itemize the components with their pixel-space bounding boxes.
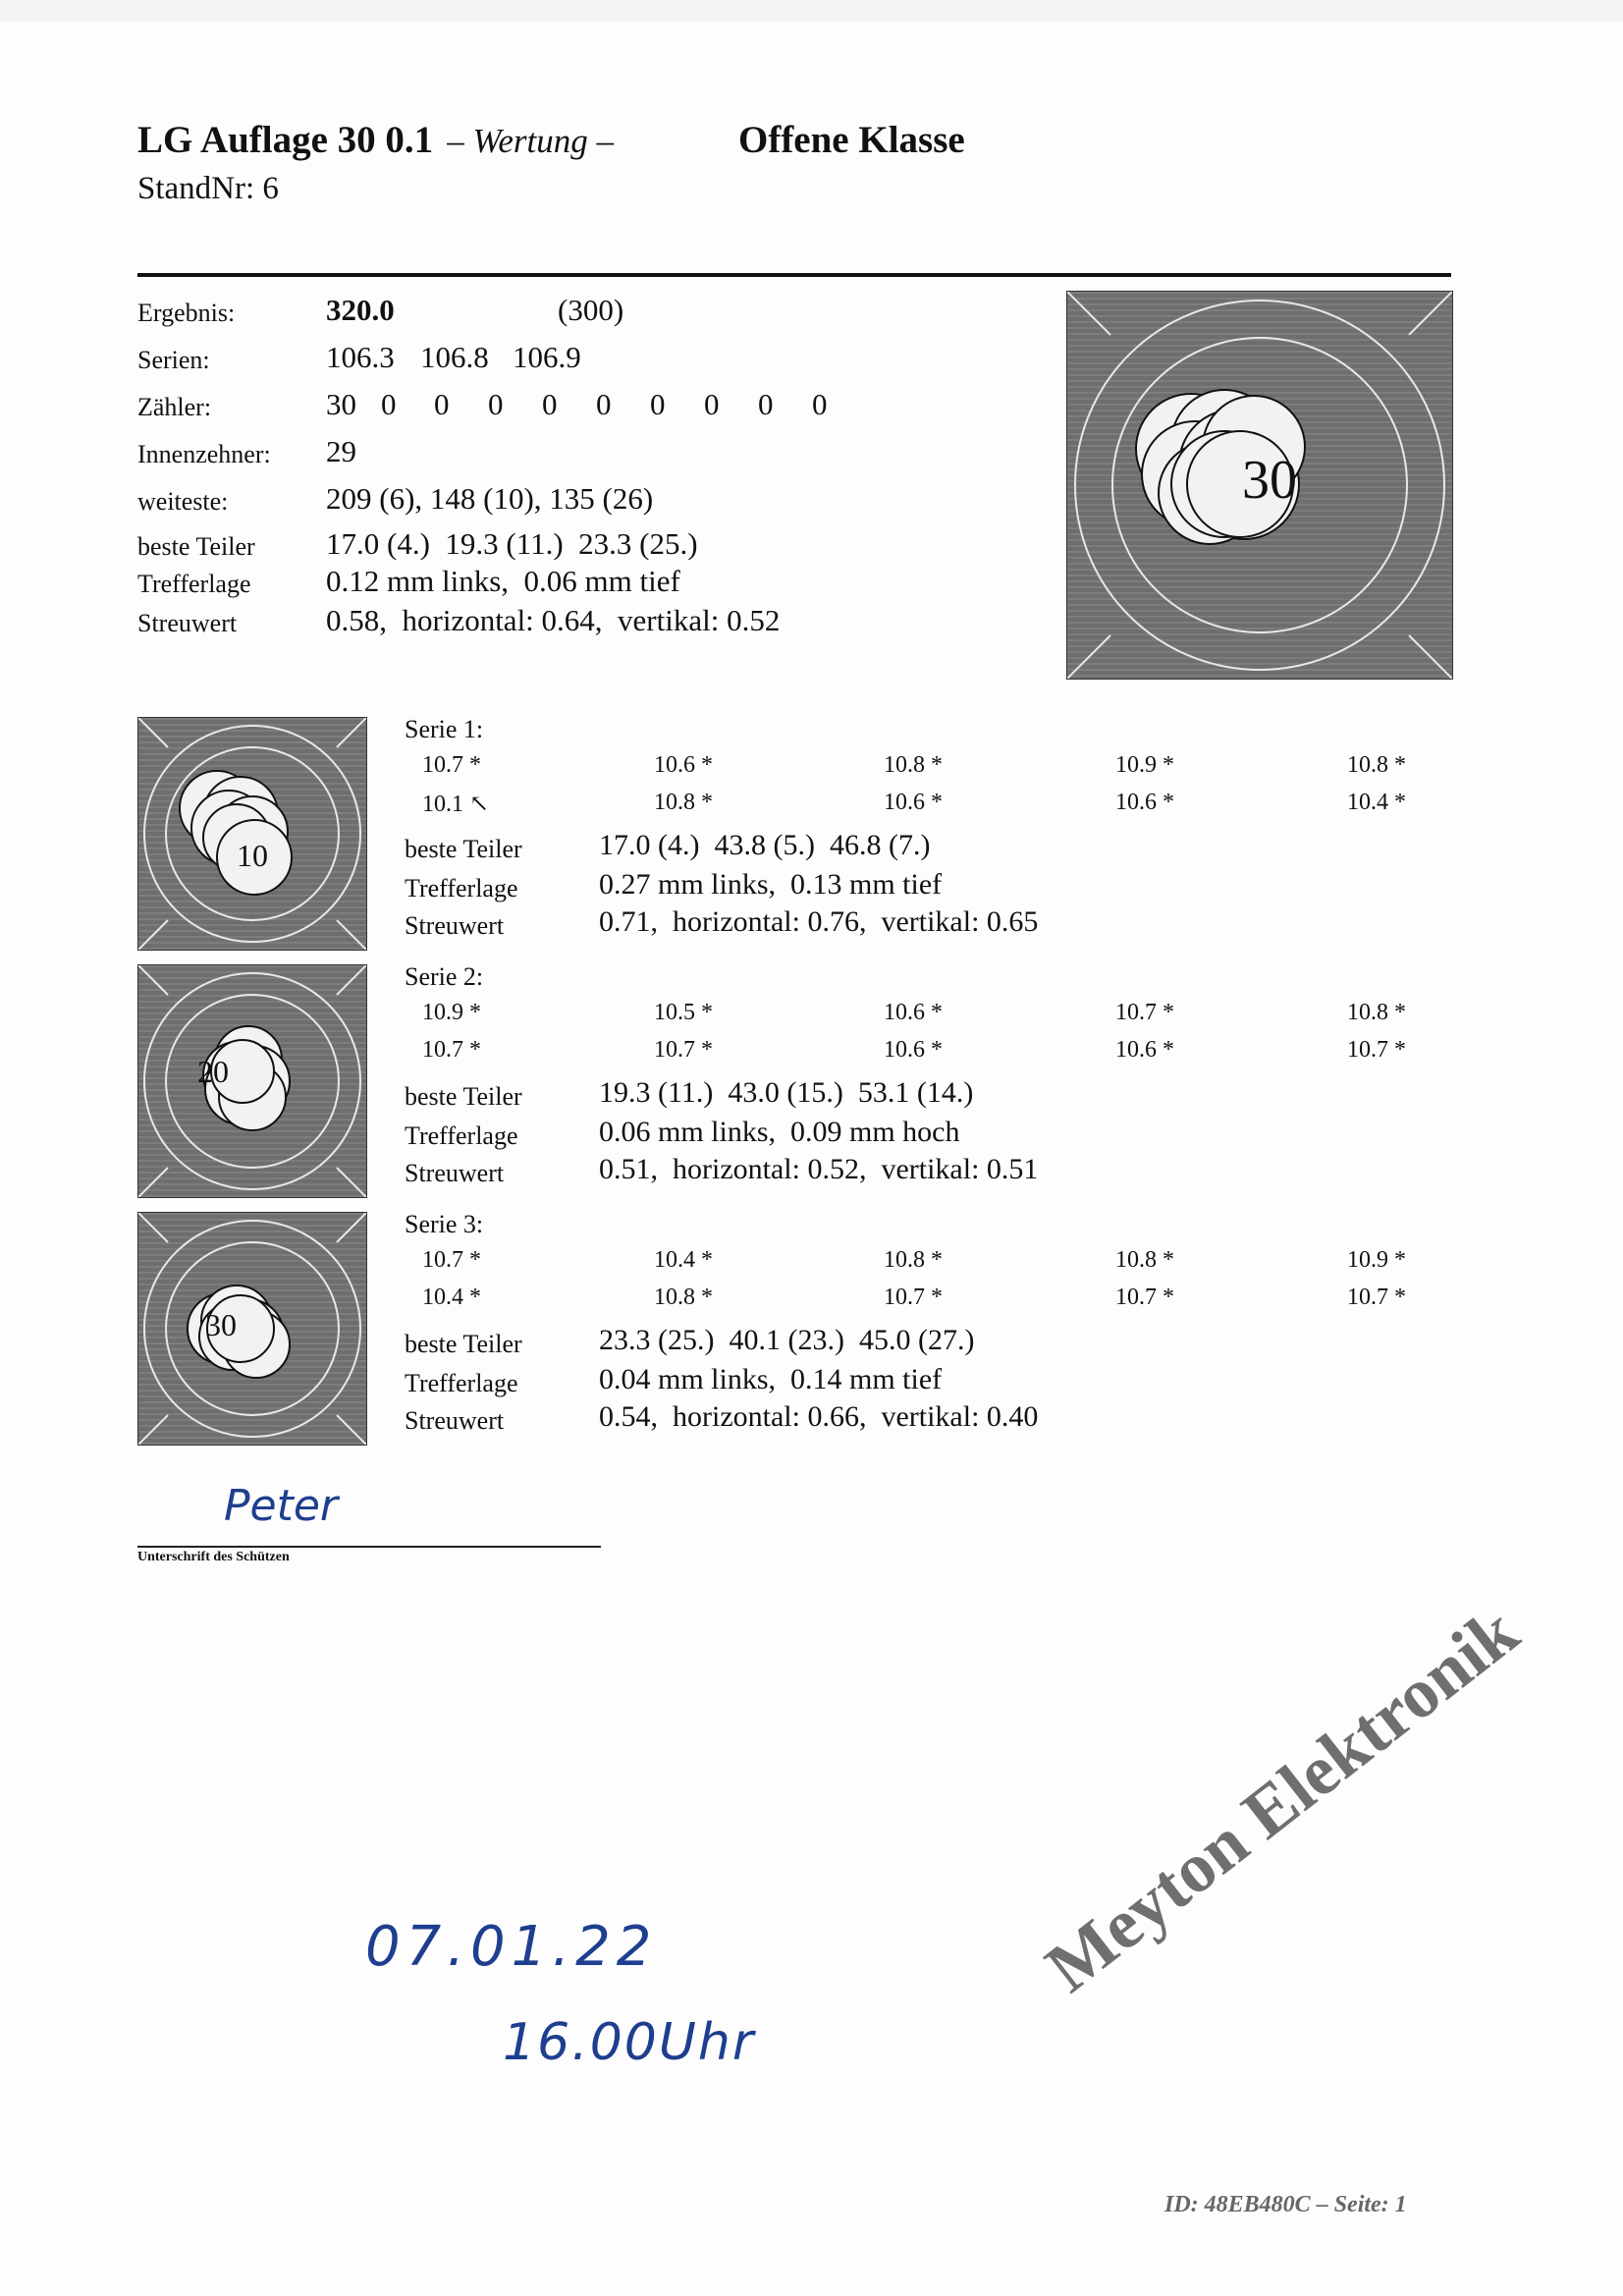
series-1-target-image — [137, 717, 367, 951]
trefferlage-label: Trefferlage — [137, 570, 251, 598]
shot-value: 10.8 * — [1115, 1247, 1174, 1273]
series-streuwert-value: 0.54, horizontal: 0.66, vertikal: 0.40 — [599, 1400, 1039, 1433]
handwritten-time: 16.00Uhr — [503, 2013, 756, 2072]
shot-value: 10.6 * — [654, 752, 713, 778]
zaehler-value: 0 — [488, 387, 504, 421]
series-streuwert-label: Streuwert — [405, 1159, 505, 1187]
serien-value-3: 106.9 — [513, 340, 581, 374]
series-streuwert-value: 0.71, horizontal: 0.76, vertikal: 0.65 — [599, 905, 1039, 938]
series-2-target-image — [137, 964, 367, 1198]
stand-number: StandNr: 6 — [137, 171, 279, 206]
series-beste-teiler-label: beste Teiler — [405, 1082, 522, 1111]
shooter-signature: Peter — [224, 1481, 339, 1531]
weiteste-label: weiteste: — [137, 487, 229, 516]
shot-value: 10.9 * — [422, 1000, 481, 1025]
signature-line — [137, 1546, 601, 1548]
weiteste-value: 209 (6), 148 (10), 135 (26) — [326, 481, 654, 516]
zaehler-value: 0 — [812, 387, 828, 421]
shot-value: 10.5 * — [654, 1000, 713, 1025]
header-divider — [137, 273, 1451, 277]
handwritten-date: 07.01.22 — [365, 1915, 658, 1979]
series-trefferlage-value: 0.27 mm links, 0.13 mm tief — [599, 868, 943, 901]
series-trefferlage-label: Trefferlage — [405, 1121, 518, 1150]
innenzehner-label: Innenzehner: — [137, 440, 271, 468]
zaehler-value: 0 — [381, 387, 397, 421]
target-count: 30 — [1242, 450, 1297, 511]
total-target-image — [1066, 291, 1453, 680]
ergebnis-paren: (300) — [558, 293, 624, 327]
series-beste-teiler-label: beste Teiler — [405, 835, 522, 863]
zaehler-label: Zähler: — [137, 393, 212, 421]
series-streuwert-label: Streuwert — [405, 1406, 505, 1435]
ergebnis-label: Ergebnis: — [137, 299, 236, 327]
shot-value: 10.4 * — [654, 1247, 713, 1273]
shot-value: 10.4 * — [422, 1285, 481, 1310]
shot-value: 10.6 * — [1115, 1037, 1174, 1063]
series-beste-teiler-value: 23.3 (25.) 40.1 (23.) 45.0 (27.) — [599, 1324, 975, 1356]
shot-value: 10.6 * — [884, 790, 943, 815]
zaehler-value: 0 — [704, 387, 720, 421]
series-trefferlage-label: Trefferlage — [405, 1369, 518, 1397]
series-trefferlage-value: 0.04 mm links, 0.14 mm tief — [599, 1363, 943, 1395]
footer-id: ID: 48EB480C – Seite: 1 — [1164, 2192, 1407, 2217]
serien-label: Serien: — [137, 346, 210, 374]
wertung-label: – Wertung – — [447, 122, 615, 160]
series-trefferlage-value: 0.06 mm links, 0.09 mm hoch — [599, 1116, 960, 1148]
trefferlage-value: 0.12 mm links, 0.06 mm tief — [326, 564, 680, 598]
shot-value: 10.7 * — [422, 752, 481, 778]
shot-value: 10.6 * — [884, 1037, 943, 1063]
brand-logo: Meyton Elektronik — [1031, 1591, 1533, 2007]
shot-value: 10.7 * — [422, 1037, 481, 1063]
zaehler-value: 0 — [542, 387, 558, 421]
shot-value: 10.8 * — [654, 790, 713, 815]
shot-value: 10.7 * — [1115, 1000, 1174, 1025]
zaehler-value: 0 — [434, 387, 450, 421]
shot-value: 10.8 * — [884, 752, 943, 778]
zaehler-value: 0 — [650, 387, 666, 421]
discipline-title: LG Auflage 30 0.1 – Wertung – — [137, 119, 615, 161]
series-title: Serie 3: — [405, 1210, 484, 1238]
shot-value: 10.7 * — [884, 1285, 943, 1310]
shot-value: 10.6 * — [884, 1000, 943, 1025]
series-3-target-image — [137, 1212, 367, 1446]
streuwert-value: 0.58, horizontal: 0.64, vertikal: 0.52 — [326, 603, 781, 637]
shot-value: 10.7 * — [1347, 1285, 1406, 1310]
series-beste-teiler-value: 19.3 (11.) 43.0 (15.) 53.1 (14.) — [599, 1076, 974, 1109]
innenzehner-value: 29 — [326, 434, 356, 468]
class-title: Offene Klasse — [738, 119, 965, 161]
shot-value: 10.7 * — [654, 1037, 713, 1063]
shot-value: 10.8 * — [1347, 1000, 1406, 1025]
series-beste-teiler-label: beste Teiler — [405, 1330, 522, 1358]
series-beste-teiler-value: 17.0 (4.) 43.8 (5.) 46.8 (7.) — [599, 829, 931, 861]
shot-value: 10.7 * — [1115, 1285, 1174, 1310]
target-count: 20 — [197, 1054, 229, 1089]
shot-value: 10.7 * — [1347, 1037, 1406, 1063]
shot-value: 10.8 * — [884, 1247, 943, 1273]
ergebnis-value: 320.0 — [326, 293, 395, 327]
zaehler-value: 0 — [758, 387, 774, 421]
shot-value: 10.9 * — [1115, 752, 1174, 778]
serien-value-2: 106.8 — [420, 340, 489, 374]
zaehler-value: 0 — [596, 387, 612, 421]
shot-value: 10.8 * — [1347, 752, 1406, 778]
series-title: Serie 1: — [405, 715, 484, 743]
target-count: 10 — [237, 838, 268, 873]
shot-value: 10.7 * — [422, 1247, 481, 1273]
series-title: Serie 2: — [405, 962, 484, 991]
shot-value: 10.1 ↖ — [422, 792, 490, 817]
shot-value: 10.6 * — [1115, 790, 1174, 815]
beste-teiler-label: beste Teiler — [137, 532, 255, 561]
series-streuwert-label: Streuwert — [405, 911, 505, 940]
series-trefferlage-label: Trefferlage — [405, 874, 518, 902]
streuwert-label: Streuwert — [137, 609, 238, 637]
signature-caption: Unterschrift des Schützen — [137, 1550, 290, 1564]
serien-value-1: 106.3 — [326, 340, 395, 374]
shot-value: 10.4 * — [1347, 790, 1406, 815]
zaehler-value: 30 — [326, 387, 356, 421]
series-streuwert-value: 0.51, horizontal: 0.52, vertikal: 0.51 — [599, 1153, 1039, 1185]
shot-value: 10.9 * — [1347, 1247, 1406, 1273]
target-count: 30 — [205, 1307, 237, 1342]
beste-teiler-value: 17.0 (4.) 19.3 (11.) 23.3 (25.) — [326, 526, 698, 561]
shot-value: 10.8 * — [654, 1285, 713, 1310]
